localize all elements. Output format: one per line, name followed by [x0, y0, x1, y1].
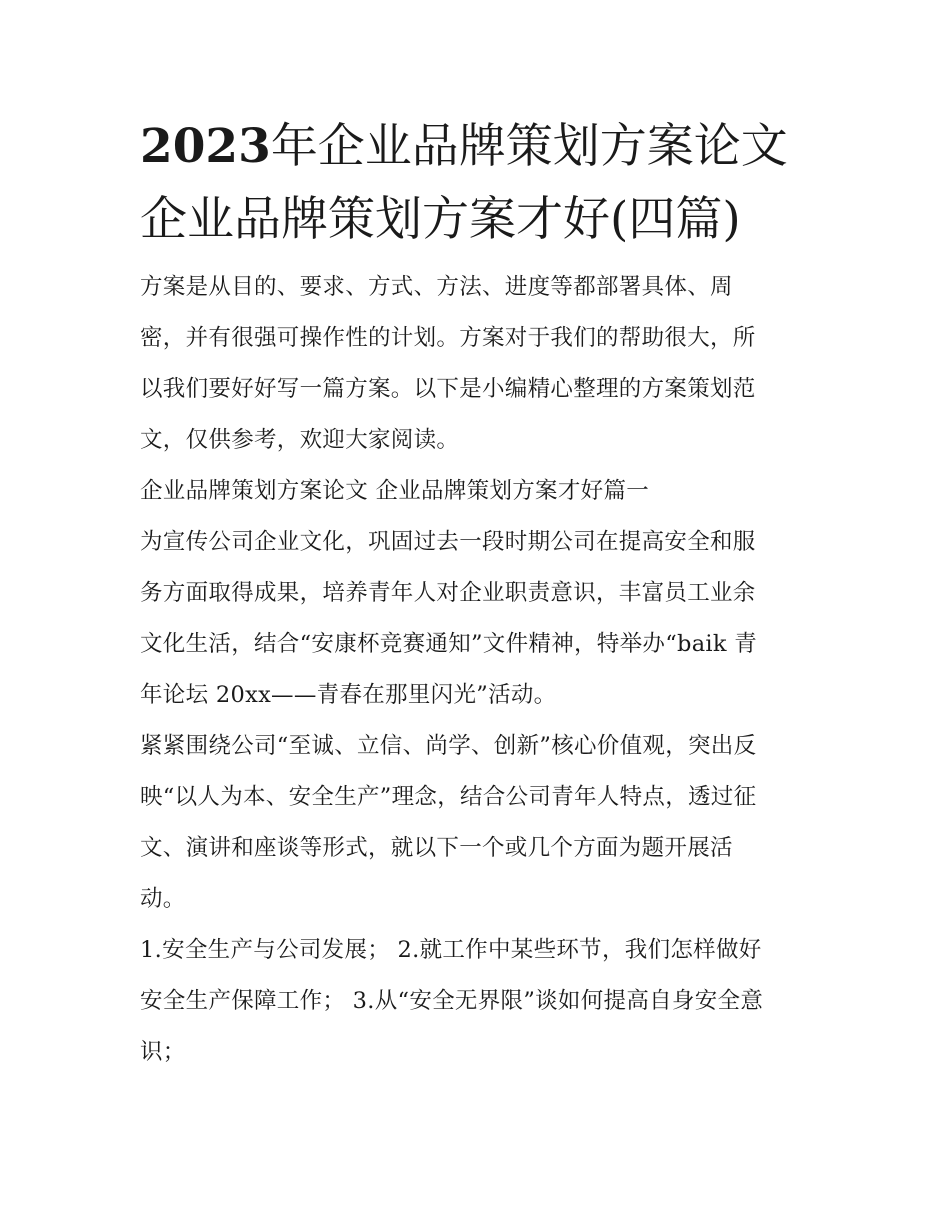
text-line: 映“以人为本、安全生产”理念，结合公司青年人特点，透过征 [140, 784, 757, 810]
text-line: 紧紧围绕公司“至诚、立信、尚学、创新”核心价值观，突出反 [140, 733, 757, 759]
text-line: 文、演讲和座谈等形式，就以下一个或几个方面为题开展活 [140, 835, 733, 861]
paragraph-topics [140, 925, 820, 1078]
title-year: 2023 [140, 119, 271, 174]
text-line: 以我们要好好写一篇方案。以下是小编精心整理的方案策划范 [140, 376, 756, 402]
text-line: 识； [140, 1039, 186, 1065]
text-line: 安全生产保障工作； 3.从“安全无界限”谈如何提高自身安全意 [140, 988, 764, 1014]
section-heading [140, 466, 820, 517]
text-line: 动。 [140, 886, 186, 912]
paragraph-purpose [140, 517, 820, 721]
text-line: 1.安全生产与公司发展； 2.就工作中某些环节，我们怎样做好 [140, 937, 762, 963]
title-line-2: 企业品牌策划方案才好(四篇) [140, 192, 741, 247]
text-line: 密，并有很强可操作性的计划。方案对于我们的帮助很大，所 [140, 325, 756, 351]
text-line: 年论坛 20xx——青春在那里闪光”活动。 [140, 682, 557, 708]
text-line: 方案是从目的、要求、方式、方法、进度等都部署具体、周 [140, 274, 733, 300]
document-title [140, 110, 820, 256]
text-line: 文，仅供参考，欢迎大家阅读。 [140, 427, 460, 453]
text-line: 企业品牌策划方案论文 企业品牌策划方案才好篇一 [140, 478, 650, 504]
title-line-1-text: 年企业品牌策划方案论文 [270, 119, 788, 174]
paragraph-intro [140, 262, 820, 466]
document-page [140, 110, 820, 1078]
text-line: 为宣传公司企业文化，巩固过去一段时期公司在提高安全和服 [140, 529, 756, 555]
text-line: 务方面取得成果，培养青年人对企业职责意识，丰富员工业余 [140, 580, 756, 606]
paragraph-theme [140, 721, 820, 925]
text-line: 文化生活，结合“安康杯竞赛通知”文件精神，特举办“baik 青 [140, 631, 758, 657]
title-line-1 [140, 110, 820, 183]
